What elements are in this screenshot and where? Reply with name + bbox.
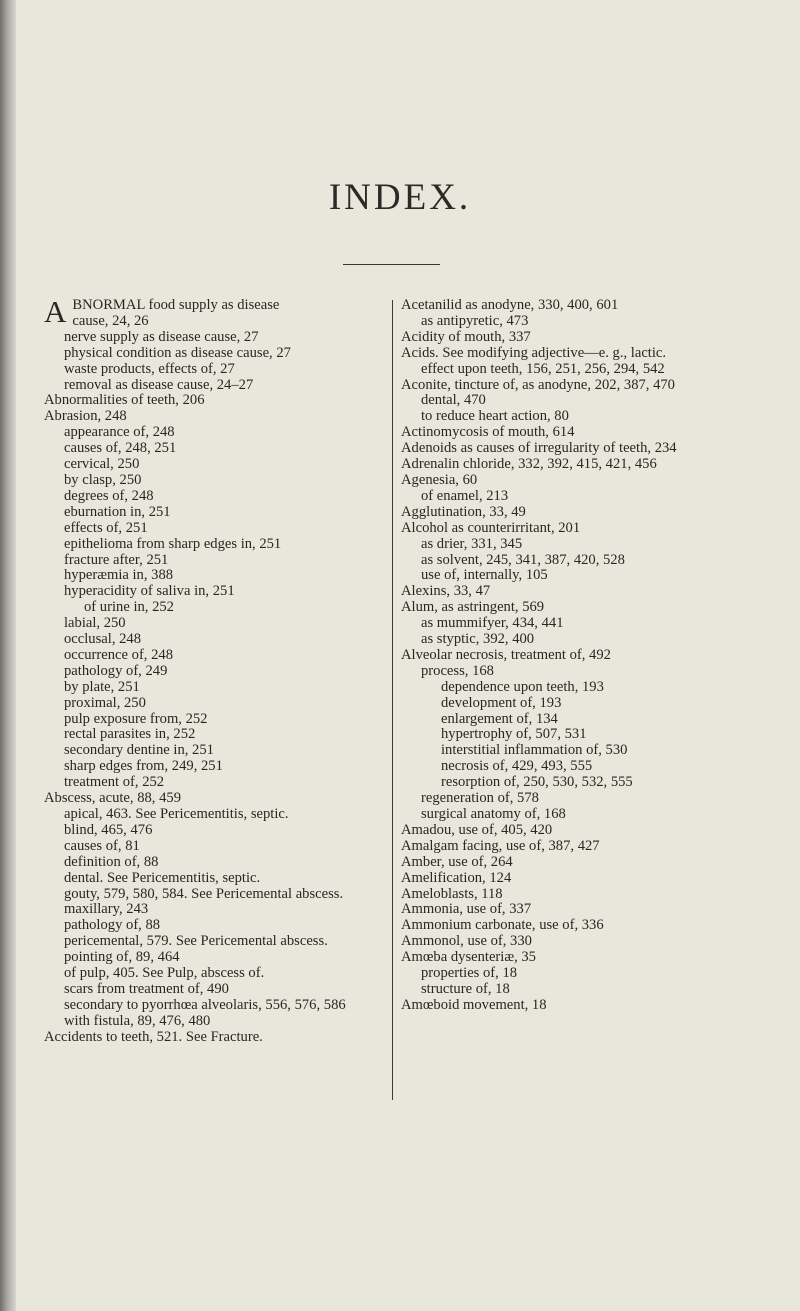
index-entry: waste products, effects of, 27 — [64, 360, 235, 377]
drop-cap: A — [44, 294, 67, 329]
title-rule — [343, 264, 440, 265]
index-entry: causes of, 81 — [64, 837, 140, 854]
index-entry-text: BNORMAL food supply as disease — [72, 297, 280, 313]
index-entry: of pulp, 405. See Pulp, abscess of. — [64, 965, 265, 982]
index-entry: Acids. See modifying adjective—e. g., lactic. — [401, 344, 667, 361]
index-entry: Alum, as astringent, 569 — [401, 599, 545, 616]
index-entry: fracture after, 251 — [64, 551, 169, 568]
index-entry: rectal parasites in, 252 — [64, 726, 196, 743]
index-entry: Alexins, 33, 47 — [401, 583, 491, 600]
index-entry: degrees of, 248 — [64, 487, 154, 504]
index-entry: properties of, 18 — [421, 965, 518, 982]
index-entry: apical, 463. See Pericementitis, septic. — [64, 806, 289, 822]
index-entry: Abrasion, 248 — [44, 408, 127, 425]
index-entry: Abnormalities of teeth, 206 — [44, 392, 205, 409]
index-entry: pericemental, 579. See Pericemental abscess. — [64, 933, 328, 950]
index-entry: Actinomycosis of mouth, 614 — [401, 424, 575, 441]
index-entry: enlargement of, 134 — [441, 710, 558, 727]
index-entry: Ammonia, use of, 337 — [401, 901, 532, 918]
index-entry: by plate, 251 — [64, 678, 140, 695]
index-entry: pathology of, 249 — [64, 662, 168, 679]
index-entry: by clasp, 250 — [64, 471, 142, 488]
index-entry: of urine in, 252 — [84, 599, 174, 616]
index-entry: gouty, 579, 580, 584. See Pericemental abscess. — [64, 885, 344, 902]
index-entry: as solvent, 245, 341, 387, 420, 528 — [421, 551, 625, 568]
index-entry: process, 168 — [421, 662, 494, 679]
index-column-left — [44, 294, 394, 1046]
index-entry: secondary to pyorrhœa alveolaris, 556, 576, 586 — [64, 996, 346, 1013]
index-entry: sharp edges from, 249, 251 — [64, 758, 223, 775]
index-entry: appearance of, 248 — [64, 424, 175, 441]
index-entry: epithelioma from sharp edges in, 251 — [64, 535, 282, 552]
index-entry-first — [44, 294, 394, 330]
index-entry: resorption of, 250, 530, 532, 555 — [441, 774, 633, 791]
index-entry: as mummifyer, 434, 441 — [421, 615, 564, 632]
index-entry: development of, 193 — [441, 694, 562, 711]
index-entry: Agglutination, 33, 49 — [401, 503, 526, 520]
index-entry: Accidents to teeth, 521. See Fracture. — [44, 1028, 263, 1045]
index-entry: definition of, 88 — [64, 853, 159, 870]
index-entry: Acidity of mouth, 337 — [401, 328, 531, 345]
index-entry: Ammonium carbonate, use of, 336 — [401, 917, 604, 934]
index-entry: effects of, 251 — [64, 519, 148, 536]
index-entry: regeneration of, 578 — [421, 790, 539, 807]
index-entry: Adrenalin chloride, 332, 392, 415, 421, 456 — [401, 456, 657, 473]
index-entry: cervical, 250 — [64, 456, 140, 473]
index-list-left — [44, 330, 394, 1046]
index-entry: Amalgam facing, use of, 387, 427 — [401, 837, 600, 854]
index-entry: pathology of, 88 — [64, 917, 161, 934]
index-entry: nerve supply as disease cause, 27 — [64, 328, 259, 345]
index-entry: causes of, 248, 251 — [64, 440, 177, 457]
index-entry: occlusal, 248 — [64, 631, 142, 648]
index-entry: labial, 250 — [64, 615, 126, 632]
index-entry: Alveolar necrosis, treatment of, 492 — [401, 646, 611, 663]
index-entry: secondary dentine in, 251 — [64, 742, 214, 759]
index-entry: necrosis of, 429, 493, 555 — [441, 758, 593, 775]
index-entry: occurrence of, 248 — [64, 646, 173, 663]
index-entry: maxillary, 243 — [64, 901, 149, 918]
index-entry: as styptic, 392, 400 — [421, 631, 535, 648]
index-entry: pulp exposure from, 252 — [64, 710, 208, 727]
index-entry: Alcohol as counterirritant, 201 — [401, 519, 581, 536]
index-entry: Amber, use of, 264 — [401, 853, 513, 870]
index-entry-text: cause, 24, 26 — [72, 312, 149, 329]
index-entry: Adenoids as causes of irregularity of teeth, 234 — [401, 440, 677, 457]
index-entry: Ameloblasts, 118 — [401, 885, 503, 902]
index-entry: to reduce heart action, 80 — [421, 408, 569, 425]
index-entry: pointing of, 89, 464 — [64, 949, 180, 966]
index-entry: interstitial inflammation of, 530 — [441, 742, 628, 759]
index-entry: Abscess, acute, 88, 459 — [44, 790, 181, 807]
index-column-right — [401, 298, 751, 1014]
index-entry: treatment of, 252 — [64, 774, 165, 791]
index-entry: removal as disease cause, 24–27 — [64, 376, 254, 393]
column-divider — [392, 300, 393, 1100]
index-entry: of enamel, 213 — [421, 487, 509, 504]
index-entry: Aconite, tincture of, as anodyne, 202, 387, 470 — [401, 376, 675, 393]
index-entry: hypertrophy of, 507, 531 — [441, 726, 587, 743]
index-entry: Acetanilid as anodyne, 330, 400, 601 — [401, 297, 619, 313]
index-entry: Amelification, 124 — [401, 869, 512, 886]
index-entry: as drier, 331, 345 — [421, 535, 523, 552]
index-entry: hyperæmia in, 388 — [64, 567, 174, 584]
index-entry: dental. See Pericementitis, septic. — [64, 869, 261, 886]
index-entry: surgical anatomy of, 168 — [421, 806, 566, 822]
index-entry: Amœba dysenteriæ, 35 — [401, 949, 536, 966]
index-entry: scars from treatment of, 490 — [64, 980, 229, 997]
index-entry: proximal, 250 — [64, 694, 146, 711]
index-entry: Amœboid movement, 18 — [401, 996, 547, 1013]
index-entry: use of, internally, 105 — [421, 567, 548, 584]
index-entry: structure of, 18 — [421, 980, 510, 997]
index-entry: dental, 470 — [421, 392, 486, 409]
index-entry: Agenesia, 60 — [401, 471, 478, 488]
index-entry: hyperacidity of saliva in, 251 — [64, 583, 235, 600]
index-entry: physical condition as disease cause, 27 — [64, 344, 291, 361]
index-entry: Ammonol, use of, 330 — [401, 933, 532, 950]
index-entry: Amadou, use of, 405, 420 — [401, 821, 553, 838]
index-entry: dependence upon teeth, 193 — [441, 678, 604, 695]
index-list-right — [401, 298, 751, 1014]
index-entry: blind, 465, 476 — [64, 821, 153, 838]
index-entry: effect upon teeth, 156, 251, 256, 294, 542 — [421, 360, 665, 377]
index-entry: with fistula, 89, 476, 480 — [64, 1012, 211, 1029]
index-entry: eburnation in, 251 — [64, 503, 171, 520]
page-title: INDEX. — [328, 177, 472, 218]
index-entry: as antipyretic, 473 — [421, 312, 529, 329]
